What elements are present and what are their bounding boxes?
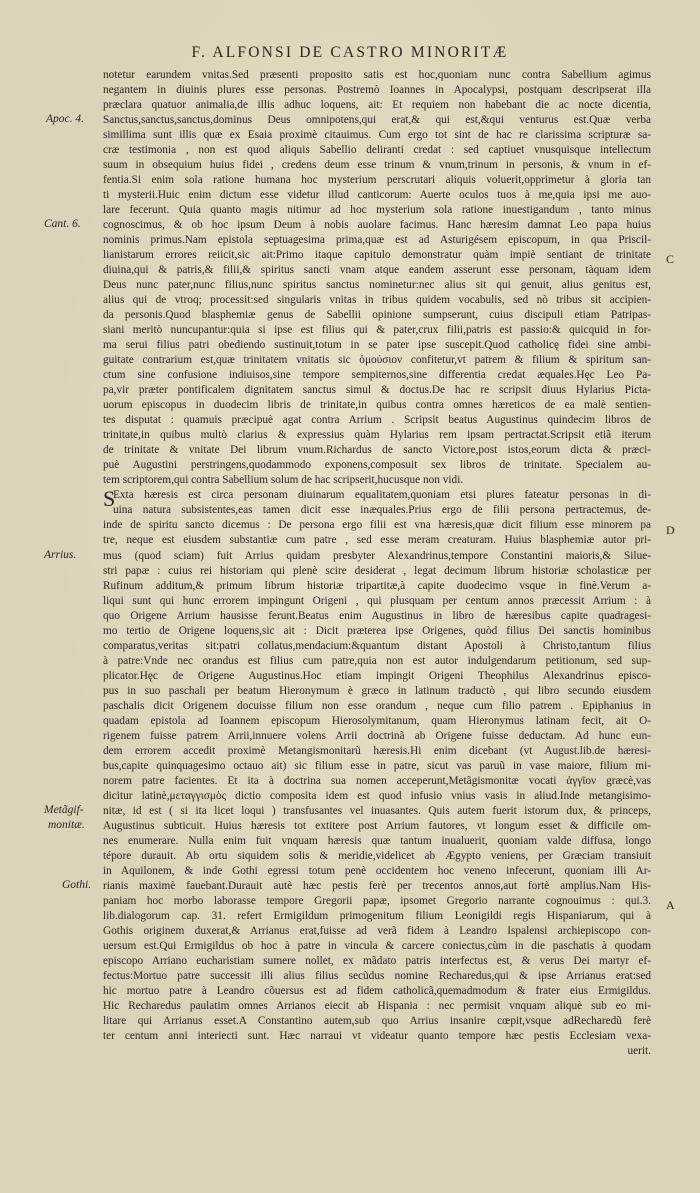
text-line: puè Augustini perstringens,quodammodo exponens,composuit sex libros de trinitate. Specialem au-: [103, 459, 651, 472]
text-line: episcopo Arriano eucharistiam sumere nollet, ex mãdato patris interfectus est, & verus Dei martyr ef-: [103, 954, 651, 967]
margin-note: Gothi.: [62, 879, 92, 892]
text-line: fectus:Mortuo patre successit illi alius filius secũdus nomine Recharedus,qui & ipse Arrianus erat:sed: [103, 969, 651, 982]
text-line: Hic Recharedus paulatim omnes Arrianos eiecit ab Hispania : nec permisit vnquam aliquè sub eo mi-: [103, 999, 651, 1012]
text-line: negantem in diuinis plures esse personas. Postremò Ioannes in Apocalypsi, postquam descripserat illa: [103, 84, 651, 97]
text-line: nitæ, id est ( si ita licet loqui ) transfusantes vel inuasantes. Quis autem fuerit istorum dux, & princeps,: [103, 804, 651, 817]
text-line: cognoscimus, & ob hoc ipsum Deum à nobis auolare facimus. Hanc hæresim damnat Leo papa huius: [103, 219, 651, 232]
text-line: uina natura subsistentes,eas tamen dicit esse inæquales.Prius ergo de filii persona pertractemus, de-: [113, 504, 651, 517]
text-line: norem patre facientes. Et ita à doctrina sua nomen acceperunt,Metãgismonitæ vocati ἀγγῖον græcè,vas: [103, 774, 651, 787]
margin-note: monitæ.: [48, 819, 85, 831]
text-line: Deus nunc pater,nunc filius,nunc spiritus sanctus nominetur:nec alius sit qui genuit, alius genitus est,: [103, 279, 651, 292]
text-line: nes enumerare. Nulla enim fuit vnquam hæresis quæ tantum inualuerit, quoniam valde diffusa, longo: [103, 834, 651, 847]
margin-note: Metãgif-: [44, 803, 84, 816]
running-header: F. ALFONSI DE CASTRO MINORITÆ: [191, 44, 509, 61]
text-line: mo tertio de Origene loquens,sic ait : Dicit præterea ipse Origenes, quòd filius Dei sanctis hominibus: [103, 624, 651, 637]
text-line: stri papæ : cuius rei historiam qui plenè scire desiderat , legat decimum librum historiæ scholasticæ per: [103, 564, 651, 577]
margin-letter: A: [666, 898, 675, 913]
text-line: uerit.: [627, 1045, 651, 1058]
text-line: præclara quatuor animalia,de illis adhuc loquens, ait: Et requiem non habebant die ac nocte dicentia,: [103, 99, 651, 112]
text-line: nominis primus.Nam epistola septuagesima prima,quæ est ad Asturigésem episcopum, in qua Priscil-: [103, 234, 651, 247]
text-line: dem errorem accedit proximè Metangismonitarũ hæresis.Hi enim dicebant (vt August.lib.de hæresi-: [103, 744, 651, 757]
text-line: rigenem fuisse patrem Arrii,innuere volens Arrii doctrinã ab Origene fuisse deductam. Ad hunc eun-: [103, 729, 651, 742]
text-line: à patre:Vnde nec orandus est filius cum patre,quia non est autor indulgendarum petitionum, sed sup-: [103, 654, 651, 667]
text-line: fentia.Si enim sola ratione humana hoc mysterium perscrutari aliquis voluerit,opprimetur à gloria tan: [103, 174, 651, 187]
text-line: pus in suo paschali per beatum Hieronymum è græco in latinum traductò , qui libro secundo eiusdem: [103, 684, 651, 697]
text-line: tre, neque est eiusdem substantiæ cum patre , sed esse meram creaturam. Huius blasphemiæ autor pri-: [103, 534, 651, 547]
text-line: Gothis originem duxerat,& Arrianus erat,fuisse ad verã fidem à Leandro Ispalensi archiepiscopo con-: [103, 924, 651, 937]
margin-note: Apoc. 4.: [46, 113, 85, 126]
text-line: de trinitate & vnitate Dei librum vnum.Richardus de sancto Victore,post istos,eorum dicta & præci-: [103, 444, 651, 457]
text-line: da personis.Quod blasphemiæ genus de Sabellii opinione sumpserunt, cuius discipuli etiam Patripas-: [103, 309, 651, 322]
text-line: plicator.Hęc de Origene Augustinus.Hoc etiam impingit Origeni Theophilus Alexandrinus episco-: [103, 669, 651, 682]
text-line: alius qui de vtroq; processit:sed singularis vnitas in tribus quidem vocabulis, sed nò tribus sit accipien-: [103, 294, 651, 307]
text-line: tem scriptorem,qui contra Sabellium solum de hac scripserit,hucusque non vidi.: [103, 474, 464, 487]
text-line: Exta hæresis est circa personam diuinarum equalitatem,quoniam etsi plures fateatur personas in di-: [113, 489, 651, 502]
text-line: paschalis dicit Origenem docuisse filium non esse orandum , neque cum filio patrem . Epiphanius in: [103, 699, 651, 712]
text-line: quadam epistola ad Ioannem episcopum Hierosolymitanum, quam Hieronymus latinam fecit, ait O-: [103, 714, 651, 727]
margin-letter: C: [666, 252, 675, 267]
text-line: Rufinum additum,& primum librum historiæ tripartitæ,à capite duodecimo vsque in finè.Verum a-: [103, 579, 651, 592]
text-line: ma serui filius patri obediendo sustinuit,totum in se pater ipse suscepit.Quod catholicę fidei sine ambi-: [103, 339, 651, 352]
text-line: siani meritò nuncupantur:quia si ipse est filius qui & pater,crux filii,patris est passio:& quicquid in for-: [103, 324, 651, 337]
text-line: mus (quod sciam) fuit Arrius quidam presbyter Alexandrinus,tempore Constantini maioris,& Silue-: [103, 549, 651, 562]
text-line: guitate contrarium est,quæ trinitatem vnitatis sic ὁμούσιον confitetur,vt patrem & filium & spiritum san-: [103, 354, 651, 367]
text-line: tes disputat : quamuis præcipuè agat contra Arrium . Scripsit beatus Augustinus quindecim libros de: [103, 414, 651, 427]
text-line: litare qui Arrianus esset.A Constantino autem,sub quo Arrius insanire cœpit,vsque adRecharedũ ferè: [103, 1014, 651, 1027]
text-line: lare fecerunt. Quia quanto magis nitimur ad hoc mysterium sola ratione inuestigandum , tanto minus: [103, 204, 651, 217]
text-line: ctum sine confusione indiuisos,sine tempore sempiternos,sine differentia credat æquales.Hęc Leo Pa-: [103, 369, 651, 382]
text-line: quo Origene Arrium hausisse ferunt.Beatus enim Augustinus in libro de hæresibus capite quadragesi-: [103, 609, 651, 622]
text-line: in Aquilonem, & inde Gothi egressi totum penè occidentem hoc veneno infecerunt, quoniam illi Ar-: [103, 864, 651, 877]
text-line: Augustinus subticuit. Huius hæresis tot extitere post Arrium fautores, vt longum esset & difficile om-: [103, 819, 651, 832]
text-line: inde de spiritu sancto dicemus : De persona ergo filii est vna hæresis,quæ dicit filium esse minorem pa: [103, 519, 651, 532]
text-line: notetur earundem vnitas.Sed præsenti proposito satis est hoc,quoniam nunc contra Sabellium agimus: [103, 69, 651, 81]
text-line: cræ testimonia , non est quod aliquis Sabellio deliranti credat : sed captiuet vnusquisque intellectum: [103, 144, 651, 157]
body-text: [103, 68, 651, 1059]
text-line: lianistarum errores reiicit,sic ait:Primo itaque capitulo demonstratur quàm impiè sentiant de trinitate: [103, 249, 651, 262]
drop-cap: S: [103, 485, 116, 511]
text-line: paniam hoc morbo laborasse tempore Gregorii papæ, ipsomet Gregorio narrante cognouimus : qui.3.: [103, 894, 651, 907]
text-line: simillima sunt illis quæ ex Esaia proximè citauimus. Cum ergo tot sint de hac re clarissima scripturæ sa-: [103, 129, 651, 142]
text-line: bus,capite quinquagesimo octauo ait) sic filium esse in patre, sicut vas paruũ in vase maiore, filium mi-: [103, 759, 651, 772]
text-line: trinitate,in quibus multò clarius & expressius quàm Hylarius rem ipsam pertractat.Scripsit etiã iterum: [103, 429, 651, 442]
margin-note: Cant. 6.: [44, 218, 81, 231]
text-line: suum in obsequium huius fidei , credens deum esse trinum & vnum,trinum in personis, & vnum in ef-: [103, 159, 651, 172]
text-line: tépore durauit. Ab ortu siquidem solis & meridie,videlicet ab Ægypto veniens, per Græciam transiuit: [103, 849, 651, 862]
text-line: Sanctus,sanctus,sanctus,dominus Deus omnipotens,qui erat,& qui est,&qui venturus est.Quæ verba: [103, 114, 651, 127]
text-line: ti mysterii.Huic enim dictum esse videtur illud canticorum: Auerte oculos tuos à me,quia ipsi me auo-: [103, 189, 651, 202]
text-line: ter centum anni interiecti sunt. Hæc narraui vt videatur quanto tempore hæc pestis Ecclesiam vexa-: [103, 1030, 651, 1042]
text-line: uorum episcopus in duodecim libris de trinitate,in quibus contra omnes hæreticos de ea malè sentien-: [103, 399, 651, 412]
text-line: pa,vir præter pontificalem dignitatem sanctus simul & doctus.De hac re scripsit diuus Hylarius Picta-: [103, 384, 651, 397]
text-line: liqui sunt qui hunc errorem impingunt Origeni , qui plusquam per centum annos præcessit Arrium : à: [103, 594, 651, 607]
margin-note: Arrius.: [44, 548, 77, 561]
text-line: lib.dialogorum cap. 31. refert Ermigildum primogenitum filium Leonigildi regis Hispaniarum, qui à: [103, 909, 651, 922]
text-line: dicitur latinè,μεταγγισμὸς dictio composita idem est quod infusio vnius vasis in aliud.Inde metangisimo-: [103, 789, 651, 802]
margin-letter: D: [666, 522, 675, 537]
text-line: uersum est.Qui Ermigildus ob hoc à patre in vincula & carcere coniectus,cùm in die paschatis à quodam: [103, 939, 651, 952]
text-line: diuina,qui & patris,& filii,& spiritus sancti vnam atque eandem asserunt esse personam, tàquam idem: [103, 264, 651, 277]
text-line: hic mortuo patre à Leandro cõuersus est ad fidem catholicã,quemadmodum & frater eius Ermigildus.: [103, 984, 651, 997]
text-line: rianis maximè fauebant.Durauit autè hæc pestis ferè per trecentos annos,aut fortè amplius.Nam His-: [103, 879, 651, 892]
text-line: comparatus,veritas sit:patri collatus,mendacium:&quantum distant Apostoli à Christo,tantum filius: [103, 639, 651, 652]
